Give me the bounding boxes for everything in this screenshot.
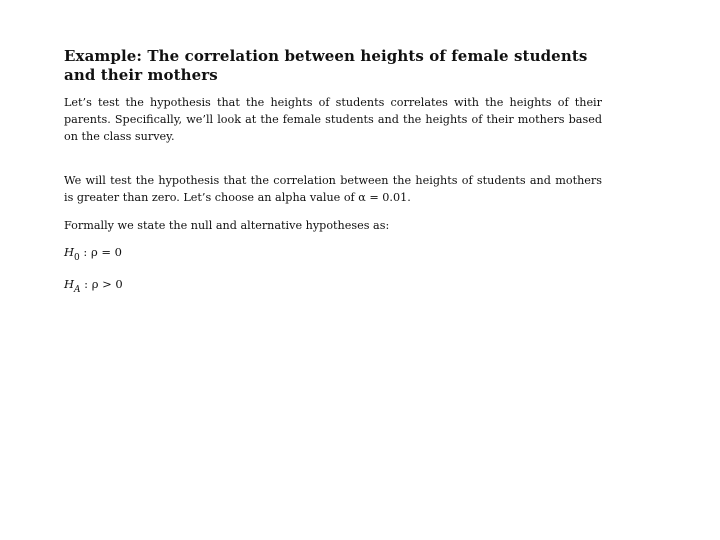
null-hypothesis	[64, 244, 122, 263]
null-hypothesis-symbol: H	[64, 245, 75, 259]
slide-title: Example: The correlation between heights of female students and their mothers	[64, 47, 588, 84]
alt-hypothesis-subscript: A	[74, 285, 81, 295]
alt-hypothesis-statement: : ρ > 0	[80, 277, 123, 291]
null-hypothesis-subscript: 0	[74, 253, 80, 263]
test-description-paragraph: We will test the hypothesis that the correlation between the heights of students and mothers is greater than zero. Let’s choose an alpha value of α = 0.01.	[64, 174, 602, 204]
null-hypothesis-statement: : ρ = 0	[79, 245, 122, 259]
intro-paragraph: Let’s test the hypothesis that the heights of students correlates with the heights of their parents. Specifically, we’ll look at the female students and the heights of their mothers based on the class survey.	[64, 96, 602, 143]
alternative-hypothesis	[64, 276, 123, 295]
hypotheses-intro-paragraph: Formally we state the null and alternative hypotheses as:	[64, 219, 390, 232]
alt-hypothesis-symbol: H	[64, 277, 75, 291]
